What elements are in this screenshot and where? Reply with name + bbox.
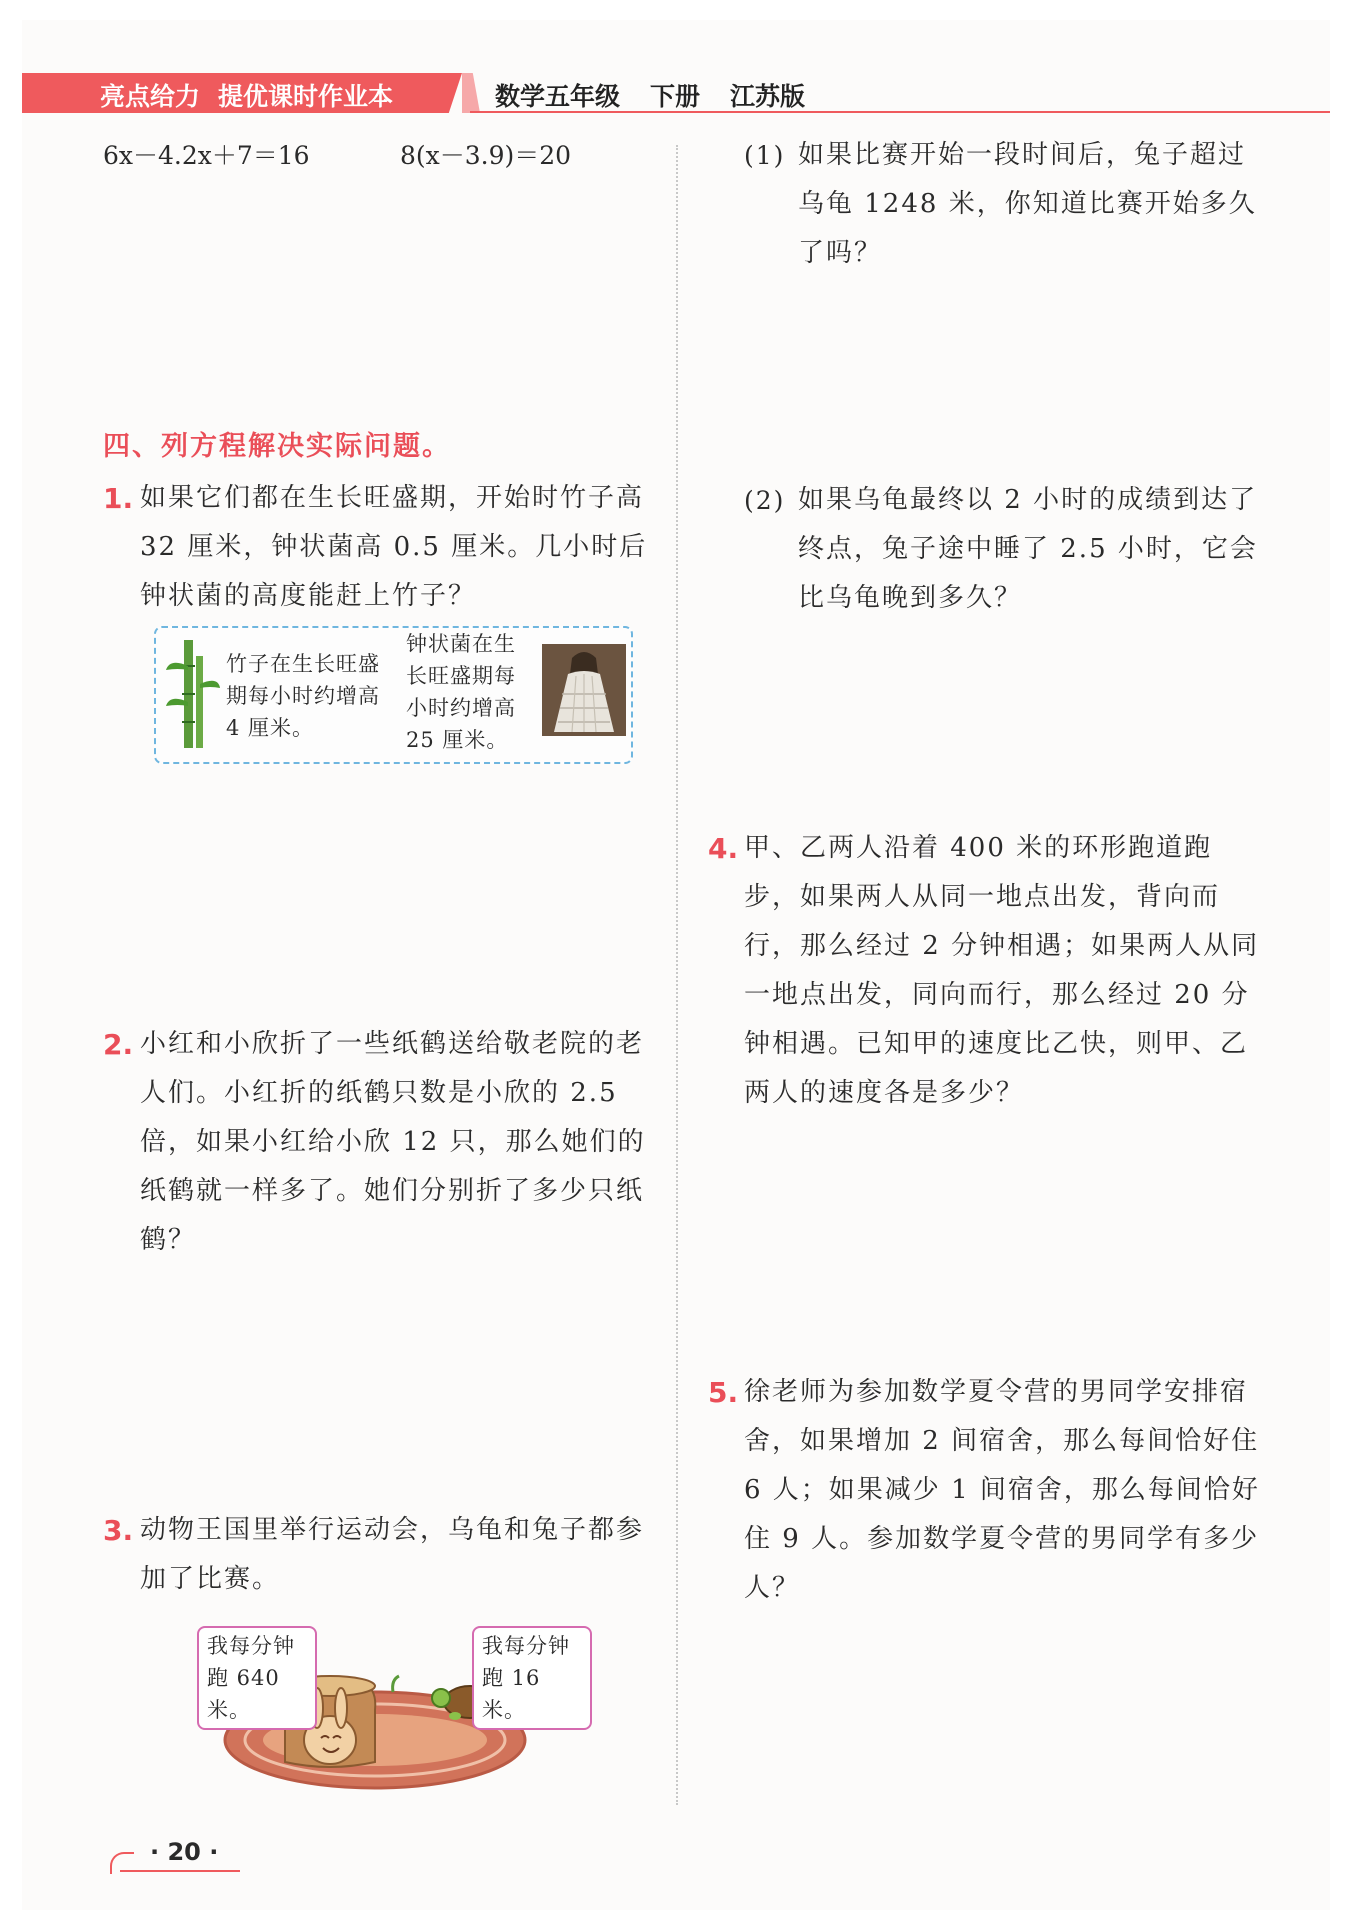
q1-info-box — [154, 626, 633, 764]
turtle-speed-text: 我每分钟跑 16 米。 — [482, 1634, 570, 1722]
subject: 数学五年级 — [495, 82, 621, 111]
page-number: · 20 · — [150, 1838, 219, 1866]
mushroom-icon — [542, 644, 626, 736]
question-number-1: 1. — [103, 482, 134, 515]
question-number-2: 2. — [103, 1028, 134, 1061]
mushroom-growth-note: 钟状菌在生长旺盛期每小时约增高 25 厘米。 — [406, 632, 516, 752]
q3-sub2-number: (2) — [744, 486, 786, 515]
rabbit-speed-text: 我每分钟跑 640 米。 — [207, 1634, 295, 1722]
series-name: 提优课时作业本 — [218, 82, 394, 111]
column-divider — [676, 145, 678, 1805]
question-4-text: 甲、乙两人沿着 400 米的环形跑道跑步，如果两人从同一地点出发，背向而行，那么经过 2 分钟相遇；如果两人从同一地点出发，同向而行，那么经过 20 分钟相遇。已知甲的速度比乙快，则甲、乙两人的速度各是多少？ — [744, 833, 1260, 1108]
q3-sub2-text: 如果乌龟最终以 2 小时的成绩到达了终点，兔子途中睡了 2.5 小时，它会比乌龟晚到多久？ — [798, 485, 1258, 613]
bamboo-icon — [164, 636, 222, 752]
bamboo-growth-note: 竹子在生长旺盛期每小时约增高 4 厘米。 — [226, 652, 380, 740]
question-1-text: 如果它们都在生长旺盛期，开始时竹子高 32 厘米，钟状菌高 0.5 厘米。几小时后钟状菌的高度能赶上竹子？ — [140, 483, 648, 611]
edition: 江苏版 — [730, 82, 806, 111]
question-3-text: 动物王国里举行运动会，乌龟和兔子都参加了比赛。 — [140, 1515, 645, 1594]
question-number-5: 5. — [708, 1376, 739, 1409]
question-5-text: 徐老师为参加数学夏令营的男同学安排宿舍，如果增加 2 间宿舍，那么每间恰好住 6 人；如果减少 1 间宿舍，那么每间恰好住 9 人。参加数学夏令营的男同学有多少人？ — [744, 1377, 1260, 1603]
brand-name: 亮点给力 — [100, 82, 201, 111]
turtle-speech-bubble — [472, 1626, 592, 1730]
q3-sub1-number: (1) — [744, 141, 786, 170]
header-book-info — [495, 77, 835, 113]
volume: 下册 — [650, 82, 701, 111]
section-title: 四、列方程解决实际问题。 — [103, 431, 451, 462]
question-number-4: 4. — [708, 832, 739, 865]
question-2-text: 小红和小欣折了一些纸鹤送给敬老院的老人们。小红折的纸鹤只数是小欣的 2.5 倍，如果小红给小欣 12 只，那么她们的纸鹤就一样多了。她们分别折了多少只纸鹤？ — [140, 1029, 646, 1255]
header-brand — [100, 77, 411, 113]
question-number-3: 3. — [103, 1514, 134, 1547]
mushroom-photo — [542, 644, 626, 736]
footer-rule — [120, 1870, 240, 1872]
rabbit-speech-bubble — [197, 1626, 317, 1730]
equation-2: 8(x－3.9)＝20 — [400, 141, 572, 170]
q3-sub1-text: 如果比赛开始一段时间后，兔子超过乌龟 1248 米，你知道比赛开始多久了吗？ — [798, 140, 1257, 268]
equation-1: 6x－4.2x＋7＝16 — [103, 141, 310, 170]
